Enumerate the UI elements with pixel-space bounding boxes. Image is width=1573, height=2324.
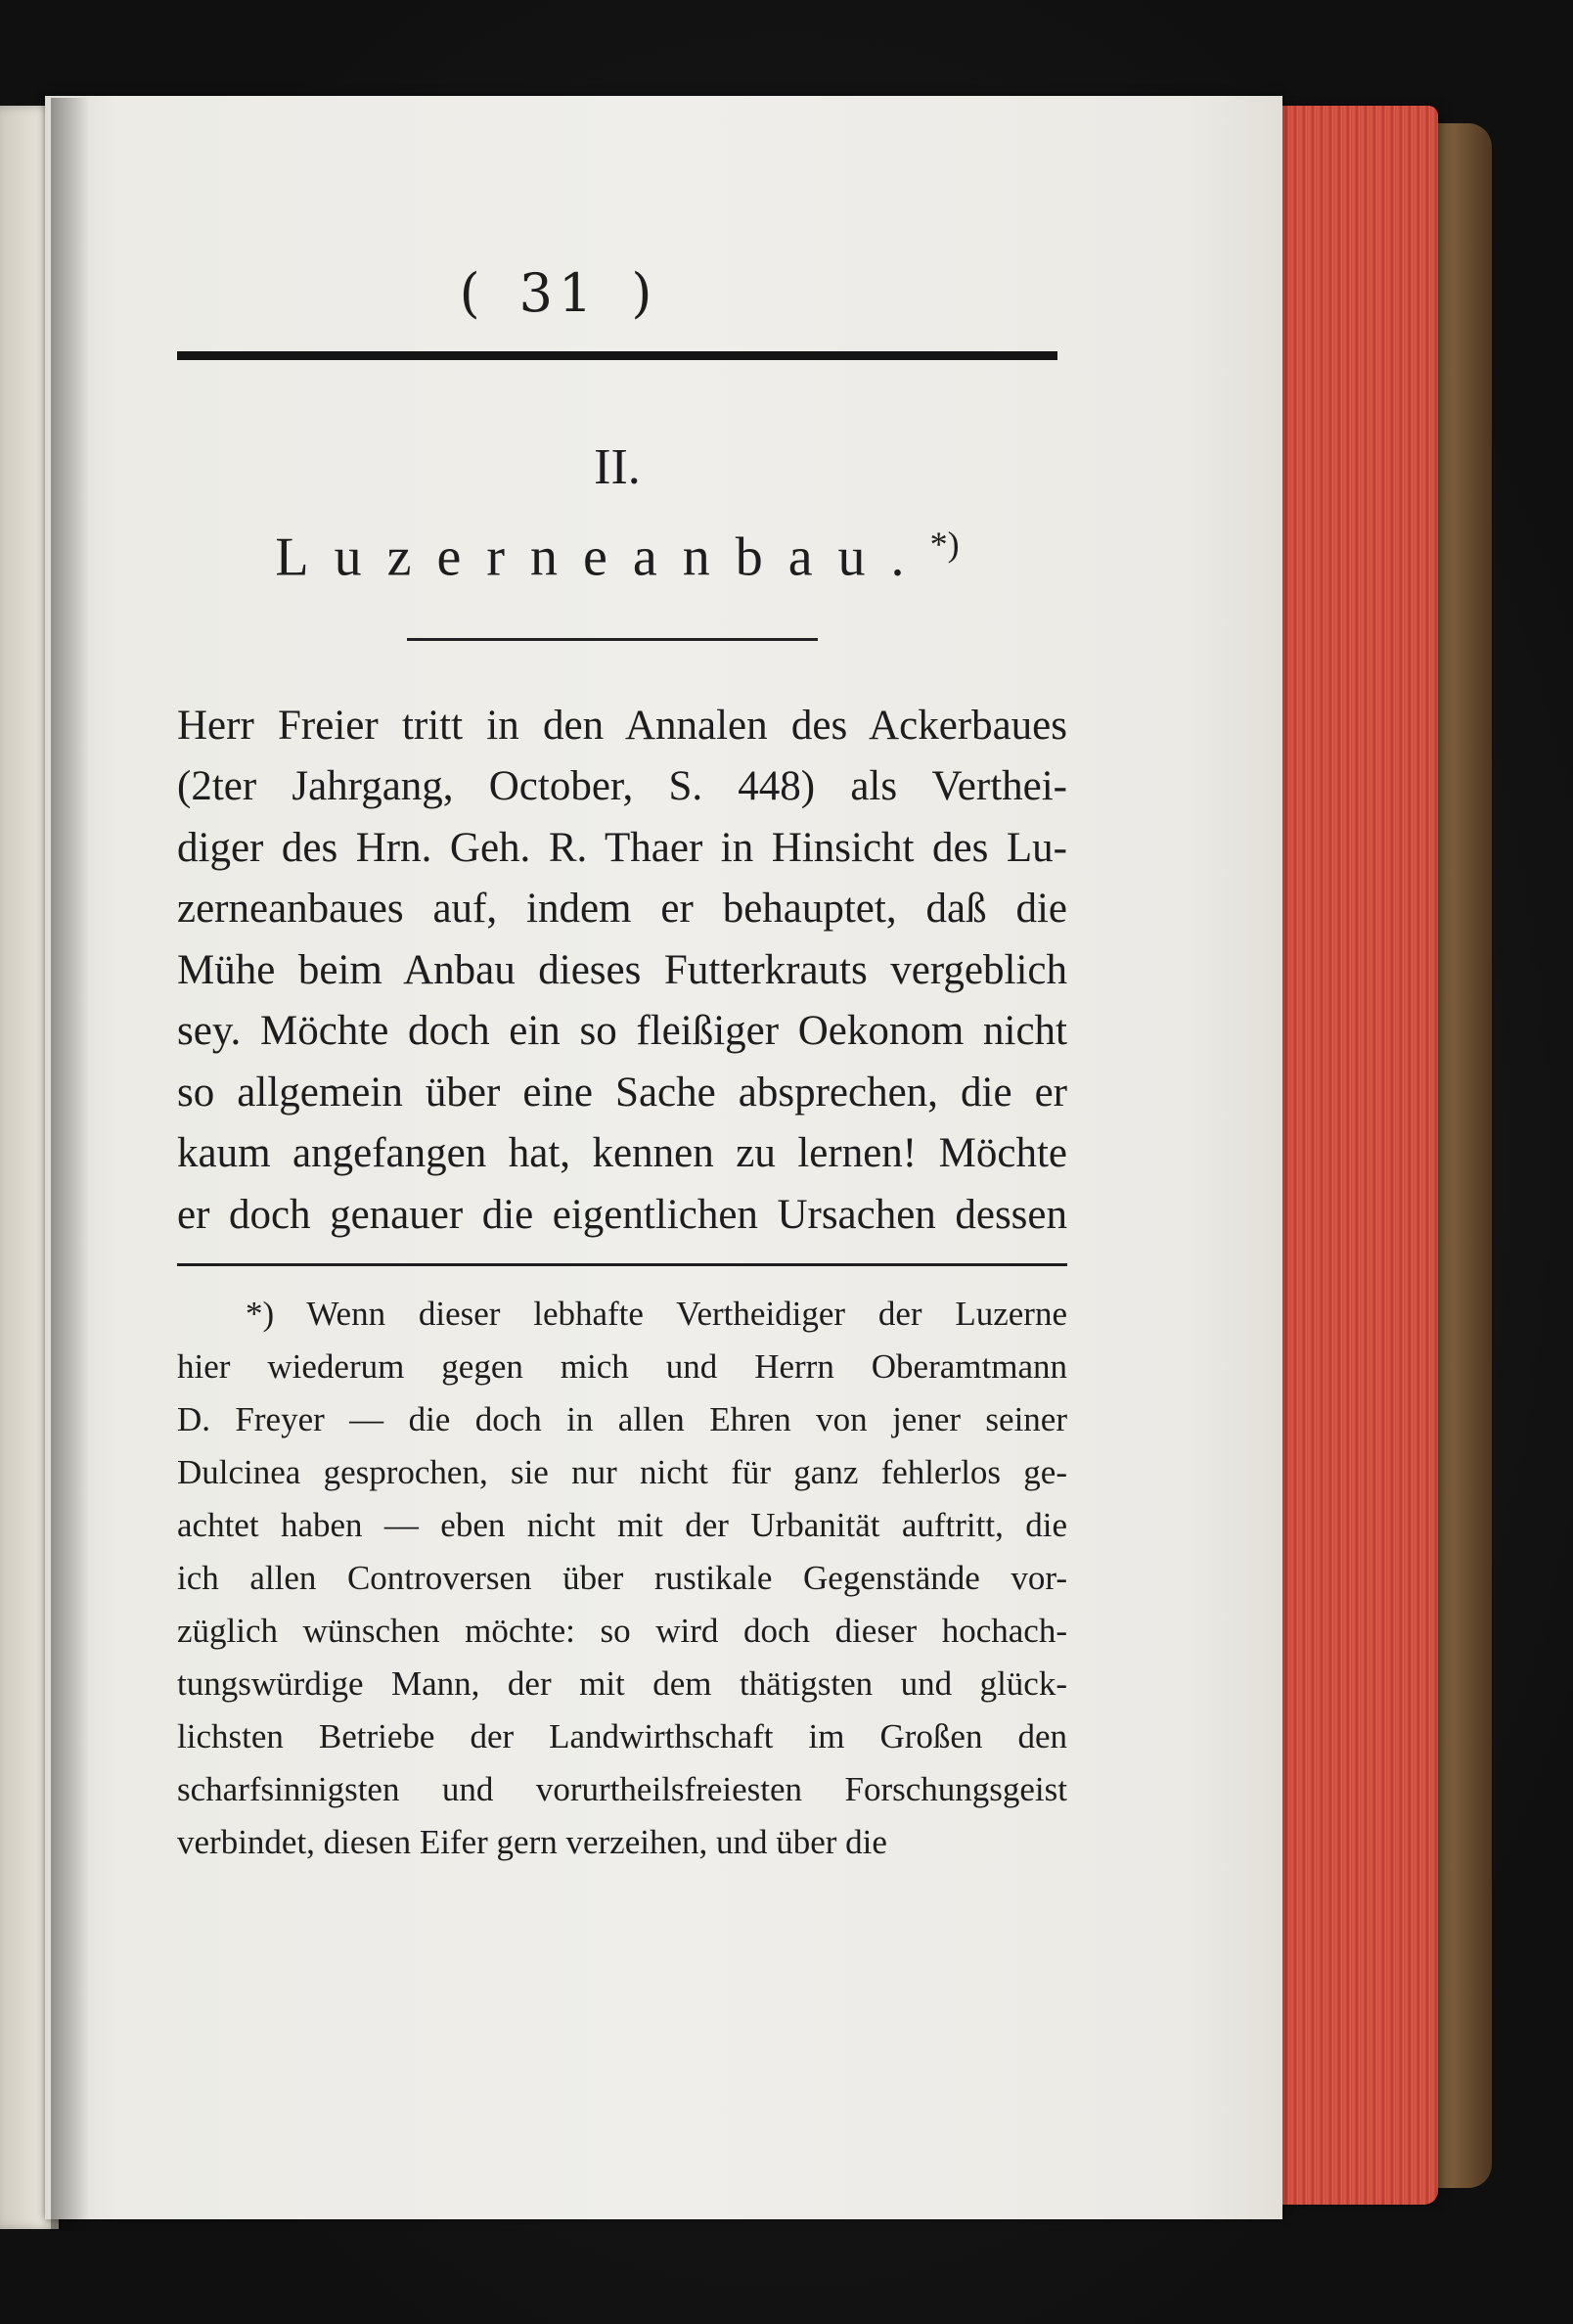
- page-number-open-paren: (: [459, 262, 486, 324]
- body-line: Herr Freier tritt in den Annalen des Ackerbaues: [177, 702, 1067, 749]
- footnote-line: achtet haben — eben nicht mit der Urbanität auftritt, die: [177, 1506, 1067, 1545]
- footnote-line: hier wiederum gegen mich und Herrn Oberamtmann: [177, 1347, 1067, 1387]
- body-line: sey. Möchte doch ein so fleißiger Oekonom nicht: [177, 1008, 1067, 1055]
- footnote-line: ich allen Controversen über rustikale Gegenstände vor-: [177, 1559, 1067, 1598]
- body-line: Mühe beim Anbau dieses Futterkrauts vergeblich: [177, 946, 1067, 993]
- footnote-line: Dulcinea gesprochen, sie nur nicht für ganz fehlerlos ge-: [177, 1453, 1067, 1492]
- section-title-footnote-marker: *): [929, 524, 960, 564]
- footnote-line: züglich wünschen möchte: so wird doch dieser hochach-: [177, 1612, 1067, 1651]
- section-title-text: Luzerneanbau.: [275, 526, 930, 588]
- footnote-line: lichsten Betriebe der Landwirthschaft im Großen den: [177, 1717, 1067, 1756]
- page-number-close-paren: ): [631, 262, 658, 324]
- body-line: diger des Hrn. Geh. R. Thaer in Hinsicht des Lu-: [177, 824, 1067, 871]
- body-line: kaum angefangen hat, kennen zu lernen! Möchte: [177, 1130, 1067, 1177]
- page-number-value: 31: [518, 262, 599, 324]
- footnote-rule: [177, 1263, 1067, 1266]
- body-paragraph: [177, 696, 1067, 1247]
- section-number: II.: [594, 439, 641, 495]
- footnote-line: tungswürdige Mann, der mit dem thätigsten und glück-: [177, 1664, 1067, 1704]
- title-underline-rule: [407, 638, 818, 641]
- body-line: so allgemein über eine Sache absprechen, die er: [177, 1069, 1067, 1116]
- footnote-line: scharfsinnigsten und vorurtheilsfreiesten Forschungsgeist: [177, 1770, 1067, 1809]
- body-line: er doch genauer die eigentlichen Ursachen dessen: [177, 1191, 1067, 1238]
- body-line: (2ter Jahrgang, October, S. 448) als Verthei-: [177, 763, 1067, 810]
- footnote: [177, 1288, 1067, 1869]
- page-content: [177, 262, 1116, 1869]
- gutter-shadow: [51, 98, 90, 2231]
- body-line: zerneanbaues auf, indem er behauptet, daß die: [177, 886, 1067, 933]
- red-page-edges: [1272, 106, 1438, 2205]
- footnote-line: *) Wenn dieser lebhafte Vertheidiger der Luzerne: [246, 1295, 1067, 1334]
- section-title: [177, 524, 1057, 589]
- header-rule: [177, 351, 1057, 360]
- book-page: [45, 96, 1282, 2219]
- page-number: [177, 262, 940, 324]
- footnote-line: verbindet, diesen Eifer gern verzeihen, und über die: [177, 1823, 887, 1862]
- footnote-line: D. Freyer — die doch in allen Ehren von jener seiner: [177, 1400, 1067, 1439]
